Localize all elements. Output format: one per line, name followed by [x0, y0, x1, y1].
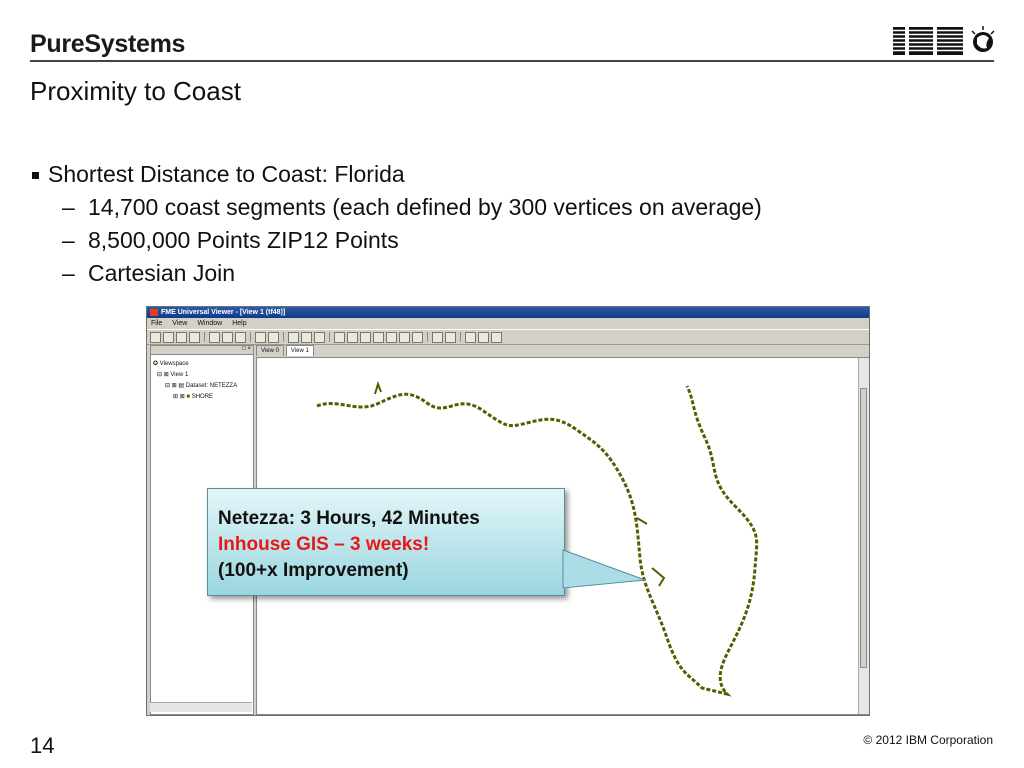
scrollbar-thumb[interactable] [860, 388, 867, 668]
viewspace-tree [151, 355, 253, 407]
sub-bullet [32, 191, 762, 224]
tab-view1[interactable]: View 1 [286, 345, 314, 356]
folder-icon[interactable] [189, 332, 200, 343]
sub-bullet [32, 257, 762, 290]
paste-icon[interactable] [222, 332, 233, 343]
sub-bullet-text: Cartesian Join [88, 260, 236, 286]
callout-line-netezza: Netezza: 3 Hours, 42 Minutes [218, 508, 480, 529]
zoom-out-icon[interactable] [360, 332, 371, 343]
main-bullet [32, 158, 762, 191]
tree-item-viewspace[interactable]: ✪ Viewspace [153, 361, 189, 367]
stop-icon[interactable] [432, 332, 443, 343]
dash-icon: – [62, 227, 75, 253]
info-icon[interactable] [288, 332, 299, 343]
toolbar [147, 329, 869, 345]
new-icon[interactable] [150, 332, 161, 343]
tree-item-view1[interactable]: ⊟ ⊠ View 1 [157, 372, 189, 378]
tree-item-dataset[interactable]: ⊟ ⊠ ▤ Dataset: NETEZZA [165, 383, 238, 389]
map-scrollbar[interactable] [858, 358, 869, 714]
callout-line-improvement: (100+x Improvement) [218, 560, 409, 581]
pointer-icon[interactable] [334, 332, 345, 343]
fit-icon[interactable] [386, 332, 397, 343]
save-icon[interactable] [176, 332, 187, 343]
open-icon[interactable] [163, 332, 174, 343]
pen-icon[interactable] [268, 332, 279, 343]
viewspace-icon: ✪ [153, 361, 160, 367]
copy-icon[interactable] [209, 332, 220, 343]
toolbar-separator [283, 332, 284, 342]
undo-icon[interactable] [399, 332, 410, 343]
dataset-icon: ⊟ ⊠ ▤ [165, 383, 186, 389]
magnify-icon[interactable] [373, 332, 384, 343]
dash-icon: – [62, 260, 75, 286]
page-number: 14 [30, 733, 55, 758]
window-title: FME Universal Viewer - [View 1 (tf48)] [161, 309, 286, 316]
tree-item-shore[interactable]: ⊞ ⊠ ■ SHORE [173, 394, 214, 400]
close-icon[interactable]: □ × [242, 346, 251, 352]
toolbar-separator [329, 332, 330, 342]
panel-header [151, 346, 253, 355]
sub-bullet [32, 224, 762, 257]
dash-icon: – [62, 194, 75, 220]
menu-help[interactable]: Help [232, 320, 247, 327]
puresystems-logo: PureSystems [30, 30, 186, 58]
sub-bullet-text: 14,700 coast segments (each defined by 300 vertices on average) [88, 194, 762, 220]
header-rule [30, 60, 994, 62]
sub-bullet-text: 8,500,000 Points ZIP12 Points [88, 227, 399, 253]
slide-title: Proximity to Coast [30, 76, 241, 106]
redo-icon[interactable] [412, 332, 423, 343]
app-icon [150, 309, 158, 316]
tab-view0[interactable]: View 0 [256, 345, 284, 356]
callout-box [207, 488, 565, 596]
copyright: © 2012 IBM Corporation [863, 733, 993, 747]
menu-view[interactable]: View [172, 320, 188, 327]
hand-icon[interactable] [314, 332, 325, 343]
print-icon[interactable] [235, 332, 246, 343]
expand-icon[interactable]: ⊟ ⊠ [157, 372, 171, 378]
ibm-logo-icon [893, 24, 997, 58]
menu-bar [147, 318, 869, 329]
pin-icon[interactable] [445, 332, 456, 343]
zoom-in-icon[interactable] [347, 332, 358, 343]
window-title-bar[interactable] [147, 307, 869, 318]
toolbar-separator [427, 332, 428, 342]
bullet-square-icon [32, 172, 39, 179]
select-icon[interactable] [301, 332, 312, 343]
layer-icon: ⊞ ⊠ ■ [173, 394, 191, 400]
toolbar-separator [250, 332, 251, 342]
callout-pointer [560, 540, 650, 590]
edit-icon[interactable] [255, 332, 266, 343]
toolbar-separator [204, 332, 205, 342]
panel-scrollbar[interactable] [150, 702, 252, 712]
settings-icon[interactable] [465, 332, 476, 343]
main-bullet-text: Shortest Distance to Coast: Florida [48, 161, 405, 187]
view-tabs [256, 345, 314, 356]
bullet-list [32, 158, 762, 290]
about-icon[interactable] [478, 332, 489, 343]
menu-window[interactable]: Window [197, 320, 223, 327]
toolbar-separator [460, 332, 461, 342]
menu-file[interactable]: File [151, 320, 163, 327]
help-icon[interactable] [491, 332, 502, 343]
callout-line-inhouse: Inhouse GIS – 3 weeks! [218, 534, 430, 555]
